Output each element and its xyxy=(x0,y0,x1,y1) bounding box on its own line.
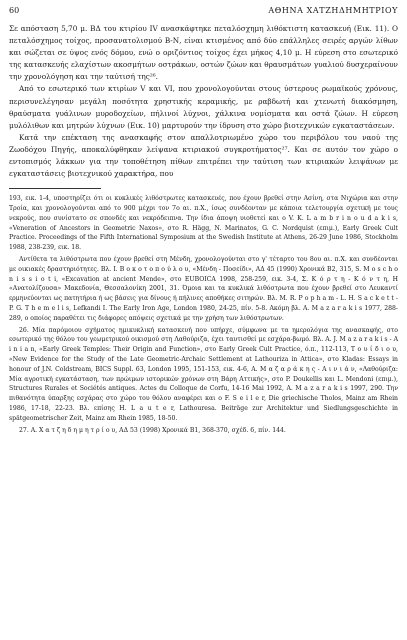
paragraph: Σε απόσταση 5,70 μ. ΒΔ του κτιρίου IV ανασκάφτηκε πεταλόσχημη λιθόκτιστη κατασκευή (Εικ. 11). Ο πεταλόσχημος τοίχος, προσανατολισμού Β-Ν, είναι κτισμένος από δύο επάλληλες σειρές αργών λίθων και σώζεται σε ύψος ενός δόμου, ενώ ο οριζόντιος τοίχος έχει μήκος 4,10 μ. Η εύρεση στο εσωτερικό της κατασκευής ελαχίστων ακοσμήτων οστράκων, οστών ζώων και θραυσμάτων γυαλιού δυσχεραίνουν την χρονολόγηση και την ταύτισή της²⁶. xyxy=(9,24,398,82)
paragraph: Κατά την επέκταση της ανασκαφής στον απαλλοτριωμένο χώρο του περιβόλου του ναού της Ζωοδόχου Πηγής, αποκαλύφθηκαν λείψανα κτιριακού συγκροτήματος²⁷. Και σε αυτόν τον χώρο ο εντοπισμός λάκκων για την τοποθέτηση πίθων επιτρέπει την ταύτιση των κτιριακών λειψάνων με εγκαταστάσεις βιοτεχνικού χαρακτήρα, που xyxy=(9,132,398,179)
footnote: 27. Α. Χ α τ ζ η δ η μ η τ ρ ί ο υ, ΑΔ 53 (1998) Χρονικά Β1, 368-370, σχέδ. 6, πίν. 144. xyxy=(19,426,286,434)
footnote-separator xyxy=(9,188,101,189)
footnote: 193, εικ. 1-4, υποστηρίζει ότι οι κυκλικές λιθόστρωτες κατασκευές, που έχουν βρεθεί στην Ασίνη, στα Νιχώρια και στην Τροία, και χρονολογούνται από το 900 μέχρι τον 7ο αι. π.Χ., ίσως συνδέονταν με κάποια τελετουργία σχετική με τους νεκρούς, που συνίστατο σε σπονδές και νεκρόδειπνα. Την ίδια άποψη υιοθετεί και ο V. K. L a m b r i n o u d a k i s, «Veneration of Ancestors in Geometric Naxos», στο R. Hägg, N. Marinatos, G. C. Nordquist (επιμ.), Early Greek Cult Practice. Proceedings of the Fifth International Symposium at the Swedish Institute at Athens, 26-29 June 1986, Stockholm 1988, 238-239, εικ. 18. xyxy=(9,195,398,252)
page-header xyxy=(9,6,398,15)
footnotes xyxy=(9,194,398,435)
page-number: 60 xyxy=(9,6,20,15)
footnote: 26. Μία παρόμοιου σχήματος ημικυκλική κατασκευή που υπήρχε, σύμφωνα με τα ημερολόγια της ανασκαφής, στο εσωτερικό της θόλου του γεωμετρικού οικισμού στη Λαθούριζα, έχει ταυτισθεί με εσχάρα-βωμό. Βλ. A. J. M a z a r a k i s - A i n i a n, «Early Greek Temples: Their Origin and Function», στο Early Greek Cult Practice, ό.π., 112-113, Τ ο υ ί δ ι ο υ, «New Evidence for the Study of the Late Geometric-Archaic Settlement at Lathouriza in Attica», στο Kladas: Essays in honour of J.N. Coldstream, BICS Suppl. 63, London 1995, 151-153, εικ. 4-6, Α. Μ α ζ α ρ ά κ η ς - Α ι ν ι ά ν, «Λαθούριζα: Μία αγροτική εγκατάσταση, των πρώιμων ιστορικών χρόνων στη Βάρη Αττικής», στο P. Doukellis και L. Mendoni (επιμ.), Structures Rurales et Sociétés antiques. Actes du Colloque de Corfu, 14-16 Mai 1992, A. M a z a r a k i s 1997, 290. Την πιθανότητα ύπαρξης εσχάρας στο χώρο του θόλου αναφέρει και ο F. S e i l e r, Die griechische Tholos, Mainz am Rhein 1986, 17-18, 22-23. Βλ. επίσης H. L a u t e r, Lathouresa. Beiträge zur Architektur und Siedlungsgeschichte in spätgeometrischer Zeit, Mainz am Rhein 1985, 18-50. xyxy=(9,326,398,422)
running-title: ΑΘΗΝΑ ΧΑΤΖΗΔΗΜΗΤΡΙΟΥ xyxy=(268,6,398,15)
footnote: Αντίθετα τα λιθόστρωτα που έχουν βρεθεί στη Μένδη, χρονολογούνται στο γ' τέταρτο του 8ου αι. π.Χ. και συνδέονται με οικιακές δραστηριότητες. Βλ. Ι. Β ο κ ο τ ο π ο ύ λ ο υ, «Μένδη - Ποσείδι», ΑΔ 45 (1990) Χρονικά Β2, 315, S. M o s c h o n i s s i o t i, «Excavation at ancient Mende», στο EUBOICA 1998, 258-259, εικ. 3-4, Σ. Κ ό ρ τ η - Κ ό ν τ η, Η «Ανατολίζουσα» Μακεδονία, Θεσσαλονίκη 2001, 31. Όμοια και τα κυκλικά λιθόστρωτα που έχουν βρεθεί στο Λευκαντί ερμηνεύονται ως πατητήρια ή ως βάσεις για δίνους ή πήλινες αποθήκες σιτηρών. Βλ. M. R. P o p h a m - L. H. S a c k e t t - P. G. T h e m e l i s, Lefkandi I. The Early Iron Age, London 1980, 24-25, πίν. 5-8. Ακόμη βλ. A. M a z a r a k i s 1977, 288-289, ο οποίος παραθέτει τις διάφορες απόψεις σχετικά με την χρήση των λιθόστρωτων. xyxy=(9,256,398,322)
main-text xyxy=(9,23,398,180)
paragraph: Από το εσωτερικό των κτιρίων V και VI, που χρονολογούνται στους ύστερους ρωμαϊκούς χρόνους, περισυνελέγησαν μεγάλη ποσότητα χρηστικής κεραμικής, με ραβδωτή και χτενωτή διακόσμηση, θραύσματα γυάλινων μυροδοχείων, πήλινοί λύχνοι, χάλκινα νομίσματα και οστά ζώων. Η εύρεση μυλόλιθων και μητρών λύχνων (Εικ. 10) μαρτυρούν την ίδρυση στο χώρο βιοτεχνικών εγκαταστάσεων. xyxy=(9,84,398,130)
